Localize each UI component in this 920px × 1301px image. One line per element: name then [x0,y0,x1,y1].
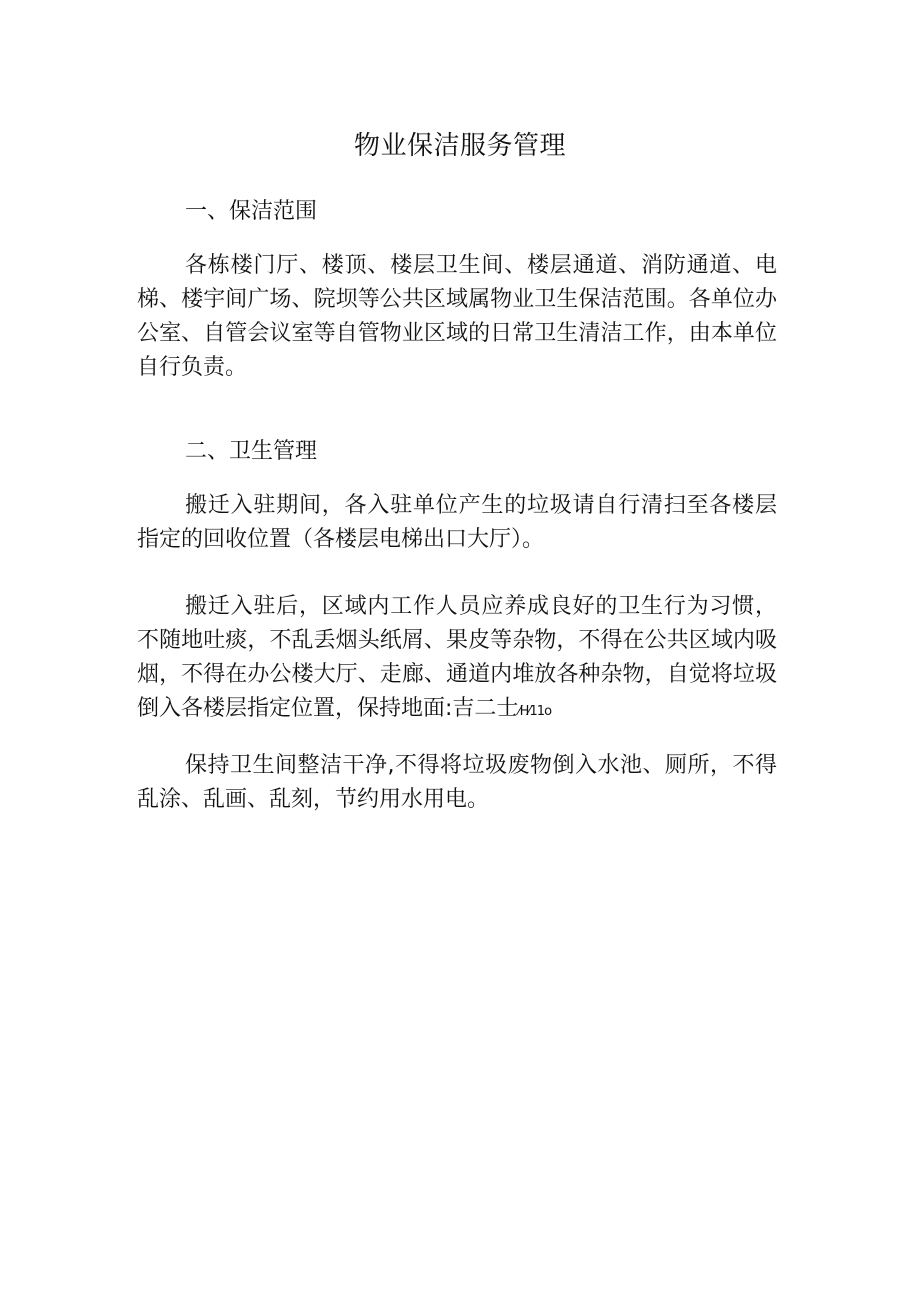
paragraph-after-move-in [137,590,777,729]
section-heading-hygiene: 二、卫生管理 [185,439,318,464]
garbled-tail-text: ⁄H⁄11o [518,704,552,719]
document-title: 物业保洁服务管理 [353,131,566,161]
paragraph-after-move-in-text: 搬迁入驻后，区域内工作人员应养成良好的卫生行为习惯，不随地吐痰，不乱丢烟头纸屑、果皮等杂物，不得在公共区域内吸烟，不得在办公楼大厅、走廊、通道内堆放各种杂物，自觉将垃圾倒入各楼层指定位置，保持地面:吉二士 [137,594,777,721]
paragraph-cleaning-scope: 各栋楼门厅、楼顶、楼层卫生间、楼层通道、消防通道、电梯、楼宇间广场、院坝等公共区域属物业卫生保洁范围。各单位办公室、自管会议室等自管物业区域的日常卫生清洁工作，由本单位自行负责。 [137,253,777,380]
section-heading-scope: 一、保洁范围 [185,199,318,224]
paragraph-move-in-period: 搬迁入驻期间，各入驻单位产生的垃圾请自行清扫至各楼层指定的回收位置（各楼层电梯出口大厅）。 [137,493,777,552]
paragraph-restroom: 保持卫生间整洁干净,不得将垃圾废物倒入水池、厕所，不得乱涂、乱画、乱刻，节约用水用电。 [137,753,777,812]
